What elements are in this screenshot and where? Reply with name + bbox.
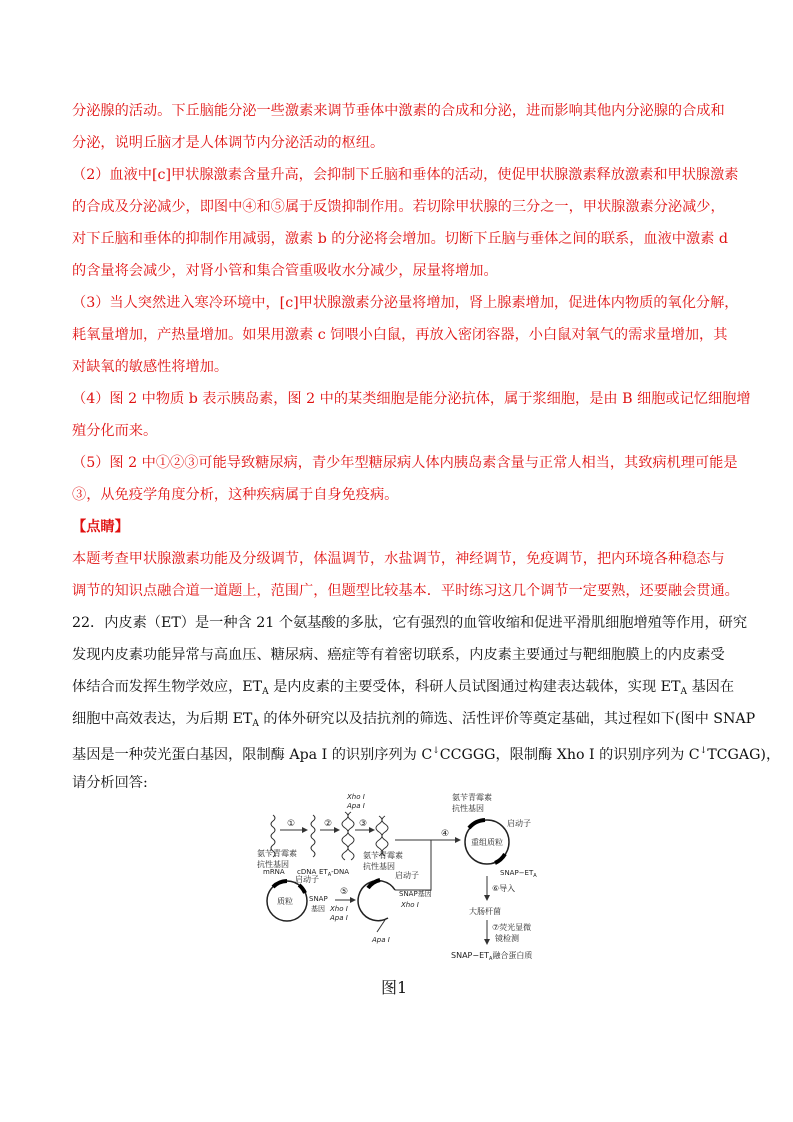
answer-line: 分泌，说明丘脑才是人体调节内分泌活动的枢纽。 (72, 135, 385, 151)
step-3-label: ③ (359, 819, 368, 829)
answer-line: 分泌腺的活动。下丘脑能分泌一些激素来调节垂体中激素的合成和分泌，进而影响其他内分泌腺的合成和 (72, 103, 725, 119)
step-4-connector (395, 840, 431, 890)
answer-line: （2）血液中[c]甲状腺激素含量升高，会抑制下丘脑和垂体的活动，使促甲状腺激素释放激素和甲状腺激素 (72, 167, 739, 183)
question-text: CCGGG，限制酶 Xho Ⅰ 的识别序列为 C (439, 747, 700, 763)
question-text: 是内皮素的主要受体，科研人员试图通过构建表达载体，实现 ET (268, 679, 681, 695)
fusion-protein-label: $SNAP-ET_A$融合蛋白质 (451, 951, 533, 962)
eta-dna-helix (342, 812, 354, 860)
cdna-label: cDNA (297, 868, 317, 876)
step-7-label-2: 镜检测 (495, 934, 519, 943)
question-line: 请分析回答: (72, 775, 148, 791)
snap-gene-label-1: SNAP (309, 895, 328, 903)
question-line (72, 710, 755, 733)
cut-plasmid-arc (358, 881, 395, 921)
step-5-label: ⑤ (340, 887, 349, 897)
answer-line: 对下丘脑和垂体的抑制作用减弱，激素 b 的分泌将会增加。切断下丘脑与垂体之间的联系，血液中激素 d (72, 231, 728, 247)
step-1-label: ① (287, 819, 296, 829)
apa-label-2: Apa Ⅰ (330, 914, 348, 922)
apa-label-3: Apa Ⅰ (372, 936, 390, 944)
xho-label-2: Xho Ⅰ (330, 905, 348, 913)
question-text: 基因是一种荧光蛋白基因，限制酶 Apa Ⅰ 的识别序列为 C (72, 747, 433, 763)
question-text: TCGAG)， (707, 747, 781, 763)
promoter-label: 启动子 (295, 875, 319, 884)
plasmid-amp-label-1: 氨苄青霉素 (257, 849, 297, 858)
answer-line: ③，从免疫学角度分析，这种疾病属于自身免疫病。 (72, 487, 399, 503)
question-text: 基因在 (686, 679, 735, 695)
snap-gene-label-2: 基因 (311, 905, 325, 913)
cut-plasmid-amp-1: 氨苄青霉素 (363, 851, 403, 860)
recombinant-plasmid-label: 重组质粒 (471, 838, 503, 847)
question-line (72, 678, 734, 701)
cut-dna-helix (376, 816, 388, 856)
question-line (72, 742, 780, 764)
plasmid-label: 质粒 (277, 897, 293, 906)
eta-dna-label: $ET_A$-DNA (319, 868, 350, 878)
cdna-strand (311, 815, 315, 857)
snap-gene-label-3: SNAP基因 (399, 890, 432, 898)
answer-line: 耗氧量增加，产热量增加。如果用激素 c 饲喂小白鼠，再放入密闭容器，小白鼠对氧气的需求量增加，其 (72, 327, 728, 343)
xho-label: Xho Ⅰ (347, 793, 365, 801)
question-line: 发现内皮素功能异常与高血压、糖尿病、癌症等有着密切联系，内皮素主要通过与靶细胞膜上的内皮素受 (72, 647, 725, 663)
comment-line: 本题考查甲状腺激素功能及分级调节，体温调节，水盐调节，神经调节，免疫调节，把内环境各种稳态与 (72, 551, 725, 567)
step-6-label: ⑥导入 (492, 884, 516, 893)
promoter-label-3: 启动子 (507, 819, 531, 828)
ecoli-label: 大肠杆菌 (469, 907, 501, 916)
comment-line: 调节的知识点融合道一道题上，范围广，但题型比较基本．平时练习这几个调节一定要熟，还要融会贯通。 (72, 583, 739, 599)
subscript-a: A (680, 687, 687, 697)
step-2-label: ② (324, 819, 333, 829)
snap-eta-label: $SNAP-ET_A$ (500, 869, 537, 879)
mrna-label: mRNA (263, 868, 285, 876)
step-4-label: ④ (441, 829, 450, 839)
cut-plasmid-amp-2: 抗性基因 (363, 862, 395, 871)
subscript-a: A (262, 687, 269, 697)
answer-line: 对缺氧的敏感性将增加。 (72, 359, 229, 375)
comment-heading: 【点睛】 (72, 519, 129, 535)
question-text: 的体外研究以及拮抗剂的筛选、活性评价等奠定基础，其过程如下(图中 SNAP (258, 711, 756, 727)
answer-line: （4）图 2 中物质 b 表示胰岛素，图 2 中的某类细胞是能分泌抗体，属于浆细胞，是由 B 细胞或记忆细胞增 (72, 391, 751, 407)
step-7-label-1: ⑦荧光显微 (492, 923, 532, 932)
cut-mark: ↓ (699, 746, 708, 756)
answer-line: （5）图 2 中①②③可能导致糖尿病，青少年型糖尿病人体内胰岛素含量与正常人相当，其致病机理可能是 (72, 455, 738, 471)
question-line: 22．内皮素（ET）是一种含 21 个氨基酸的多肽，它有强烈的血管收缩和促进平滑肌细胞增殖等作用，研究 (72, 615, 748, 631)
promoter-label-2: 启动子 (395, 871, 419, 880)
answer-line: 的合成及分泌减少，即图中④和⑤属于反馈抑制作用。若切除甲状腺的三分之一，甲状腺激素分泌减少， (72, 199, 725, 215)
question-text: 细胞中高效表达，为后期 ET (72, 711, 253, 727)
recomb-amp-2: 抗性基因 (452, 804, 484, 813)
xho-label-3: Xho Ⅰ (401, 901, 419, 909)
apa-label: Apa Ⅰ (347, 802, 365, 810)
recomb-amp-1: 氨苄青霉素 (452, 793, 492, 802)
answer-line: 殖分化而来。 (72, 423, 158, 439)
question-text: 体结合而发挥生物学效应，ET (72, 679, 263, 695)
answer-line: （3）当人突然进入寒冷环境中，[c]甲状腺激素分泌量将增加，肾上腺素增加，促进体内物质的氧化分解， (72, 295, 739, 311)
plasmid-amp-label-2: 抗性基因 (257, 860, 289, 869)
subscript-a: A (252, 719, 259, 729)
figure-caption: 图1 (381, 978, 408, 997)
answer-line: 的含量将会减少，对肾小管和集合管重吸收水分减少，尿量将增加。 (72, 263, 498, 279)
cut-mark: ↓ (432, 746, 440, 756)
figure-diagram (255, 790, 585, 970)
